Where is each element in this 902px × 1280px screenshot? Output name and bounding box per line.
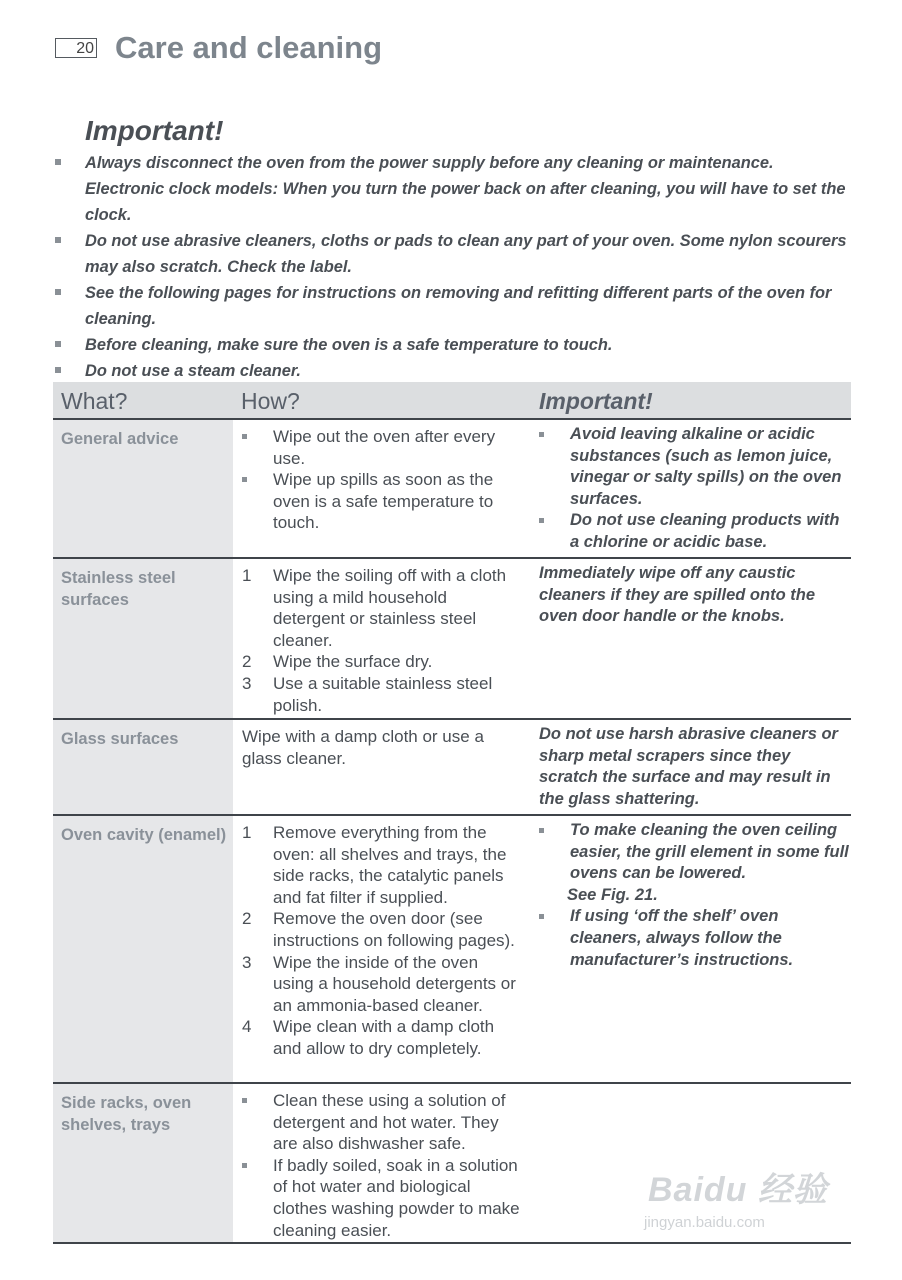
list-item: To make cleaning the oven ceiling easier, the grill element in some full ovens can be lowered. xyxy=(539,820,851,885)
watermark-logo: Baidu 经验 xyxy=(648,1171,828,1209)
row-label: Side racks, oven shelves, trays xyxy=(61,1094,192,1134)
list-item: 2 Wipe the surface dry. xyxy=(242,652,433,672)
bullet-icon xyxy=(242,434,247,439)
bullet-icon xyxy=(242,1163,247,1168)
important-item: See the following pages for instructions on removing and refitting different parts of the oven for cleaning. xyxy=(55,280,850,332)
how-steps xyxy=(242,822,522,1060)
bullet-icon xyxy=(539,432,544,437)
important-cell-list xyxy=(539,906,851,971)
list-item: 2 Remove the oven door (see instructions on following pages). xyxy=(242,909,515,950)
how-cell xyxy=(242,426,522,534)
bullet-square-icon xyxy=(55,237,61,243)
list-item: 1 Remove everything from the oven: all shelves and trays, the side racks, the catalytic panels and fat filter if supplied. xyxy=(242,823,507,907)
cleaning-table xyxy=(53,382,851,1244)
table-header xyxy=(53,382,851,420)
column-header-how: How? xyxy=(241,388,300,414)
list-item: 4 Wipe clean with a damp cloth and allow to dry completely. xyxy=(242,1017,495,1058)
what-cell xyxy=(53,720,233,814)
important-item: Do not use abrasive cleaners, cloths or pads to clean any part of your oven. Some nylon scourers may also scratch. Check the label. xyxy=(55,228,850,280)
page-title: Care and cleaning xyxy=(115,30,383,65)
table-row xyxy=(53,816,851,1084)
list-item: Avoid leaving alkaline or acidic substances (such as lemon juice, vinegar or salty spills) on the oven surfaces. xyxy=(539,424,851,510)
watermark-url: jingyan.baidu.com xyxy=(644,1214,765,1231)
watermark xyxy=(640,1150,850,1245)
bullet-square-icon xyxy=(55,159,61,165)
what-cell xyxy=(53,559,233,718)
row-label: General advice xyxy=(61,430,179,448)
important-cell xyxy=(539,724,851,810)
what-cell xyxy=(53,1084,233,1242)
bullet-icon xyxy=(539,518,544,523)
table-row xyxy=(53,559,851,720)
list-item: If using ‘off the shelf’ oven cleaners, always follow the manufacturer’s instructions. xyxy=(539,906,851,971)
row-label: Stainless steel surfaces xyxy=(61,569,176,609)
important-list xyxy=(55,150,850,384)
list-item: Wipe out the oven after every use. xyxy=(242,426,522,469)
how-steps xyxy=(242,565,522,716)
what-cell xyxy=(53,816,233,1082)
how-text: Wipe with a damp cloth or use a glass cleaner. xyxy=(242,727,484,768)
how-cell xyxy=(242,726,522,769)
bullet-icon xyxy=(539,914,544,919)
important-item: Always disconnect the oven from the power supply before any cleaning or maintenance. Electronic clock models: When you turn the power back on after cleaning, you will have to set the clock. xyxy=(55,150,850,228)
important-text: Do not use harsh abrasive cleaners or sharp metal scrapers since they scratch the surface and may result in the glass shattering. xyxy=(539,725,838,808)
row-label: Oven cavity (enamel) xyxy=(61,826,227,844)
bullet-square-icon xyxy=(55,367,61,373)
important-heading: Important! xyxy=(85,115,224,146)
important-cell xyxy=(539,424,851,554)
page-number: 20 xyxy=(55,38,97,58)
column-header-what: What? xyxy=(61,388,128,414)
row-label: Glass surfaces xyxy=(61,730,179,748)
bullet-icon xyxy=(242,477,247,482)
important-cell xyxy=(539,820,851,971)
how-cell xyxy=(242,822,522,1060)
how-list xyxy=(242,426,522,534)
bullet-square-icon xyxy=(55,341,61,347)
bullet-icon xyxy=(539,828,544,833)
list-item: 3 Use a suitable stainless steel polish. xyxy=(242,673,493,715)
list-item: Clean these using a solution of detergent and hot water. They are also dishwasher safe. xyxy=(242,1090,522,1155)
what-cell xyxy=(53,420,233,557)
important-item: Do not use a steam cleaner. xyxy=(55,358,850,384)
important-cell-list xyxy=(539,820,851,885)
important-item: Before cleaning, make sure the oven is a safe temperature to touch. xyxy=(55,332,850,358)
important-text: Immediately wipe off any caustic cleaners if they are spilled onto the oven door handle or the knobs. xyxy=(539,564,815,626)
table-row xyxy=(53,720,851,816)
how-cell xyxy=(242,1090,522,1241)
important-cell xyxy=(539,563,851,628)
list-item: 3 Wipe the inside of the oven using a household detergents or an ammonia-based cleaner. xyxy=(242,952,516,1015)
how-list xyxy=(242,1090,522,1241)
column-header-important: Important! xyxy=(539,388,653,414)
list-item: Wipe up spills as soon as the oven is a safe temperature to touch. xyxy=(242,469,522,534)
list-item: If badly soiled, soak in a solution of hot water and biological clothes washing powder to make cleaning easier. xyxy=(242,1155,522,1241)
bullet-icon xyxy=(242,1098,247,1103)
table-row xyxy=(53,420,851,559)
figure-reference: See Fig. 21. xyxy=(567,885,658,904)
list-item: Do not use cleaning products with a chlorine or acidic base. xyxy=(539,510,851,553)
how-cell xyxy=(242,565,522,716)
list-item: 1 Wipe the soiling off with a cloth using a mild household detergent or stainless steel cleaner. xyxy=(242,566,507,650)
important-cell-list xyxy=(539,424,851,554)
bullet-square-icon xyxy=(55,289,61,295)
